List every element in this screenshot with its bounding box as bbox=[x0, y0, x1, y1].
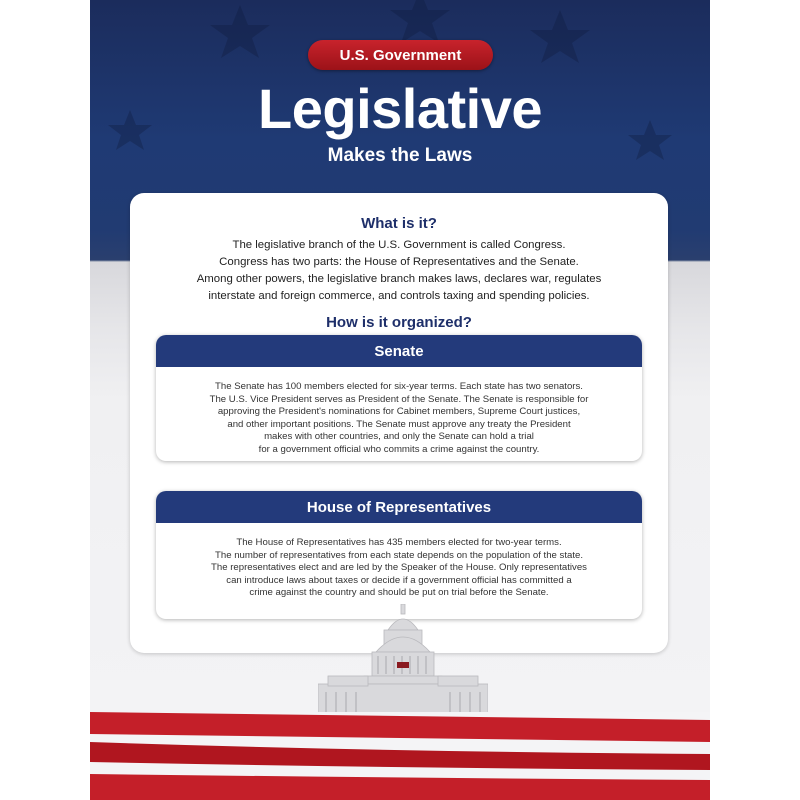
house-title: House of Representatives bbox=[156, 491, 642, 523]
text-line: The U.S. Vice President serves as President of the Senate. The Senate is responsible for bbox=[209, 393, 589, 405]
text-line: Congress has two parts: the House of Representatives and the Senate. bbox=[219, 256, 579, 268]
text-line: The legislative branch of the U.S. Government is called Congress. bbox=[232, 239, 566, 251]
what-paragraph bbox=[140, 237, 658, 305]
flag-stripes-icon bbox=[90, 712, 710, 800]
text-line: The House of Representatives has 435 members elected for two-year terms. bbox=[236, 537, 562, 548]
text-line: for a government official who commits a crime against the country. bbox=[258, 443, 540, 455]
text-line: Among other powers, the legislative branch makes laws, declares war, regulates bbox=[196, 273, 602, 285]
category-badge: U.S. Government bbox=[308, 40, 493, 70]
capitol-building-icon bbox=[318, 604, 488, 726]
text-line: interstate and foreign commerce, and controls taxing and spending policies. bbox=[208, 290, 590, 302]
text-line: The Senate has 100 members elected for six-year terms. Each state has two senators. bbox=[215, 381, 583, 392]
text-line: can introduce laws about taxes or decide if a government official has committed a bbox=[226, 574, 572, 586]
page-title: Legislative bbox=[258, 77, 542, 140]
senate-box bbox=[156, 335, 642, 461]
text-line: The representatives elect and are led by the Speaker of the House. Only representatives bbox=[211, 562, 587, 574]
senate-description bbox=[156, 367, 642, 457]
content-card bbox=[130, 193, 668, 653]
house-box bbox=[156, 491, 642, 619]
text-line: The number of representatives from each state depends on the population of the state. bbox=[215, 549, 583, 561]
poster bbox=[90, 0, 710, 800]
house-description bbox=[156, 523, 642, 600]
organized-heading: How is it organized? bbox=[326, 314, 472, 331]
text-line: crime against the country and should be put on trial before the Senate. bbox=[249, 587, 549, 599]
what-heading: What is it? bbox=[361, 215, 437, 232]
text-line: makes with other countries, and only the Senate can hold a trial bbox=[264, 431, 534, 443]
senate-title: Senate bbox=[156, 335, 642, 367]
text-line: and other important positions. The Senate must approve any treaty the President bbox=[227, 418, 571, 430]
page-subtitle: Makes the Laws bbox=[327, 145, 473, 166]
text-line: approving the President's nominations for Cabinet members, Supreme Court justices, bbox=[217, 406, 581, 418]
